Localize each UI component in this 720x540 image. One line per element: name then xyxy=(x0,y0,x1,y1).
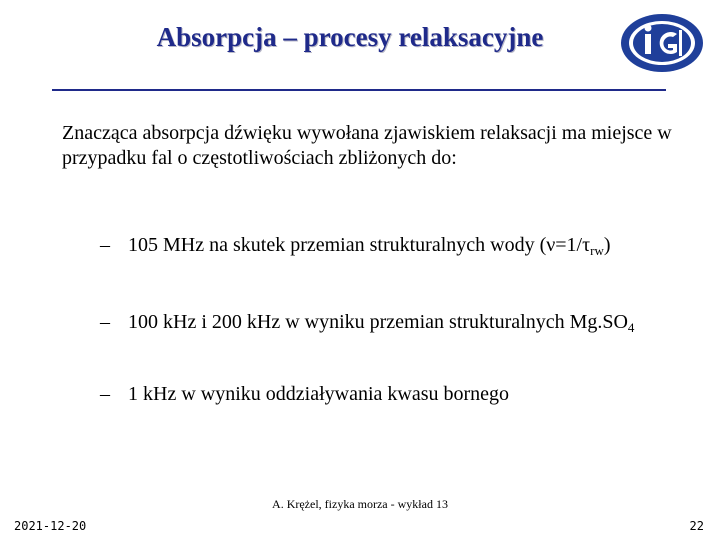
bullet-text xyxy=(100,381,680,407)
institute-logo-icon xyxy=(619,12,705,74)
bullet-subscript: 4 xyxy=(627,320,635,335)
bullet-subscript: rw xyxy=(590,243,604,258)
footer-credit: A. Krężel, fizyka morza - wykład 13 xyxy=(272,497,448,511)
bullet-dash: – xyxy=(100,383,110,405)
bullet-tail-text: ) xyxy=(603,234,611,256)
bullet-main-text: 1 kHz w wyniku oddziaływania kwasu bornego xyxy=(128,383,510,405)
page-number: 22 xyxy=(689,519,704,533)
intro-paragraph: Znacząca absorpcja dźwięku wywołana zjawiskiem relaksacji ma miejsce w przypadku fal o częstotliwościach zbliżonych do: xyxy=(62,122,672,169)
bullet-item xyxy=(100,381,680,407)
bullet-main-text: 105 MHz na skutek przemian strukturalnych wody (ν=1/τ xyxy=(128,234,591,256)
bullet-dash: – xyxy=(100,234,110,256)
slide-title: Absorpcja – procesy relaksacyjne xyxy=(156,22,544,52)
title-underline xyxy=(52,89,666,91)
bullet-item xyxy=(100,309,680,335)
bullet-main-text: 100 kHz i 200 kHz w wyniku przemian strukturalnych Mg.SO xyxy=(128,311,628,333)
bullet-text xyxy=(100,309,680,335)
footer-date: 2021-12-20 xyxy=(14,519,87,533)
bullet-text xyxy=(100,232,680,258)
bullet-dash: – xyxy=(100,311,110,333)
bullet-item xyxy=(100,232,680,258)
